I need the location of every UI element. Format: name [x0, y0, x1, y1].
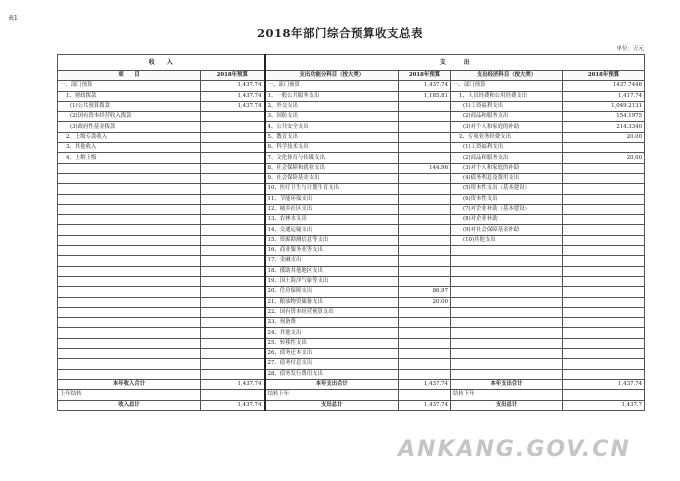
econ-value: [563, 318, 645, 328]
table-row: [58, 132, 645, 142]
year-total-row: [58, 379, 645, 389]
income-value: [201, 287, 265, 297]
func-value: [399, 235, 451, 245]
table-row: [58, 256, 645, 266]
func-value: [399, 328, 451, 338]
income-value: [201, 266, 265, 276]
income-item: [58, 246, 201, 256]
total-income-value: 1,437.74: [201, 400, 265, 410]
econ-item: (5)资本性支出（基本建设）: [451, 184, 563, 194]
income-value: [201, 359, 265, 369]
func-item: 25、转移性支出: [265, 338, 399, 348]
func-value: [399, 101, 451, 111]
income-item: [58, 297, 201, 307]
func-item: 11、节能环保支出: [265, 194, 399, 204]
table-row: [58, 235, 645, 245]
func-value: [399, 266, 451, 276]
carry-out-value-ec: [563, 390, 645, 400]
table-row: [58, 173, 645, 183]
econ-value: 1,049.2131: [563, 101, 645, 111]
table-row: [58, 297, 645, 307]
econ-item: [451, 328, 563, 338]
income-value: [201, 112, 265, 122]
func-value: [399, 194, 451, 204]
econ-value: [563, 287, 645, 297]
income-value: 1,437.74: [201, 101, 265, 111]
econ-item: 一、部门预算: [451, 81, 563, 91]
header-row-1: [58, 55, 645, 71]
carry-out-label-fn: 结转下年: [265, 390, 399, 400]
econ-item: (4)债务利息及费用支出: [451, 173, 563, 183]
func-item: 20、住房保障支出: [265, 287, 399, 297]
func-item: 23、预备费: [265, 318, 399, 328]
income-value: [201, 246, 265, 256]
income-value: [201, 235, 265, 245]
income-item: 一、部门预算: [58, 81, 201, 91]
table-row: [58, 81, 645, 91]
func-item: 10、医疗卫生与计划生育支出: [265, 184, 399, 194]
table-row: [58, 287, 645, 297]
econ-item: [451, 256, 563, 266]
func-item: 19、国土海洋气象等支出: [265, 276, 399, 286]
carry-out-value-fn: [399, 390, 451, 400]
income-item: (2)国有资本经营收入拨款: [58, 112, 201, 122]
econ-budget-header: 2018年预算: [563, 71, 645, 81]
func-value: [399, 338, 451, 348]
income-item: [58, 235, 201, 245]
func-value: [399, 215, 451, 225]
income-value: [201, 369, 265, 379]
econ-item: (1)工资福利支出: [451, 143, 563, 153]
income-item: [58, 369, 201, 379]
econ-item: (2)商品和服务支出: [451, 153, 563, 163]
econ-value: [563, 184, 645, 194]
func-item: 5、教育支出: [265, 132, 399, 142]
income-item: [58, 204, 201, 214]
func-value: [399, 256, 451, 266]
econ-value: [563, 204, 645, 214]
table-row: [58, 215, 645, 225]
func-value: [399, 225, 451, 235]
income-header: 收 入: [58, 55, 265, 71]
table-row: [58, 204, 645, 214]
year-expense-value-fn: 1,437.74: [399, 379, 451, 389]
income-item: 4、上解上级: [58, 153, 201, 163]
func-value: 1,437.74: [399, 81, 451, 91]
func-item: 6、科学技术支出: [265, 143, 399, 153]
carry-in-label: 上年结转: [58, 390, 201, 400]
income-item: [58, 215, 201, 225]
econ-item: (6)资本性支出: [451, 194, 563, 204]
income-value: 1,437.74: [201, 91, 265, 101]
year-expense-label-ec: 本年支出合计: [451, 379, 563, 389]
econ-value: [563, 256, 645, 266]
func-value: 86.97: [399, 287, 451, 297]
func-item: 8、社会保障和就业支出: [265, 163, 399, 173]
func-value: [399, 132, 451, 142]
income-value: [201, 153, 265, 163]
econ-value: [563, 359, 645, 369]
income-item: 1、财政拨款: [58, 91, 201, 101]
econ-value: [563, 225, 645, 235]
header-row-2: [58, 71, 645, 81]
func-item: 一、部门预算: [265, 81, 399, 91]
econ-value: 214.3340: [563, 122, 645, 132]
total-expense-label: 支出总计: [265, 400, 399, 410]
income-value: [201, 184, 265, 194]
econ-value: [563, 307, 645, 317]
income-value: [201, 163, 265, 173]
table-row: [58, 122, 645, 132]
func-item: 16、商业服务业等支出: [265, 246, 399, 256]
func-item: 28、债务发行费用支出: [265, 369, 399, 379]
func-value: [399, 246, 451, 256]
table-row: [58, 276, 645, 286]
table-row: [58, 307, 645, 317]
func-item: 4、公共安全支出: [265, 122, 399, 132]
income-item: [58, 266, 201, 276]
income-value: [201, 225, 265, 235]
income-value: [201, 338, 265, 348]
econ-value: [563, 163, 645, 173]
econ-value: [563, 266, 645, 276]
income-value: [201, 256, 265, 266]
income-item: (1)公共预算拨款: [58, 101, 201, 111]
total-expense-value-fn: 1,437.74: [399, 400, 451, 410]
func-item: 21、粮油物资储备支出: [265, 297, 399, 307]
econ-value: [563, 349, 645, 359]
income-value: [201, 276, 265, 286]
func-value: [399, 184, 451, 194]
table-row: [58, 225, 645, 235]
table-row: [58, 91, 645, 101]
income-item: 2、上级专款收入: [58, 132, 201, 142]
table-row: [58, 349, 645, 359]
func-item: 24、其他支出: [265, 328, 399, 338]
income-value: [201, 173, 265, 183]
func-item: 27、债务付息支出: [265, 359, 399, 369]
income-item: [58, 225, 201, 235]
income-item: [58, 338, 201, 348]
func-value: [399, 359, 451, 369]
econ-item: [451, 349, 563, 359]
econ-value: [563, 328, 645, 338]
income-item: [58, 318, 201, 328]
grand-total-row: [58, 400, 645, 410]
econ-value: [563, 369, 645, 379]
func-value: [399, 112, 451, 122]
table-row: [58, 194, 645, 204]
func-item: 1、一般公共服务支出: [265, 91, 399, 101]
econ-item: 2、专项业务经费支出: [451, 132, 563, 142]
year-expense-label: 本年支出合计: [265, 379, 399, 389]
econ-value: [563, 194, 645, 204]
econ-item: [451, 266, 563, 276]
page-title: 2018年部门综合预算收支总表: [256, 26, 423, 40]
table-row: [58, 153, 645, 163]
item-header: 项 目: [58, 71, 201, 81]
econ-value: [563, 338, 645, 348]
income-value: [201, 328, 265, 338]
income-item: [58, 349, 201, 359]
func-item: 7、文化体育与传媒支出: [265, 153, 399, 163]
total-income-label: 收入总计: [58, 400, 201, 410]
total-expense-value-ec: 1,437.7: [563, 400, 645, 410]
func-value: [399, 204, 451, 214]
income-value: [201, 297, 265, 307]
func-budget-header: 2018年预算: [399, 71, 451, 81]
income-item: [58, 328, 201, 338]
econ-item: (3)对个人和家庭的补助: [451, 163, 563, 173]
table-row: [58, 143, 645, 153]
func-item: 2、外交支出: [265, 101, 399, 111]
income-item: [58, 359, 201, 369]
income-value: [201, 349, 265, 359]
func-class-header: 支出功能分科目（按大类）: [265, 71, 399, 81]
econ-item: [451, 297, 563, 307]
income-value: 1,437.74: [201, 81, 265, 91]
econ-value: [563, 246, 645, 256]
table-row: [58, 338, 645, 348]
econ-value: 154.1975: [563, 112, 645, 122]
econ-value: [563, 215, 645, 225]
table-row: [58, 184, 645, 194]
income-value: [201, 132, 265, 142]
income-item: [58, 163, 201, 173]
income-item: [58, 287, 201, 297]
func-item: 3、国防支出: [265, 112, 399, 122]
table-row: [58, 318, 645, 328]
func-item: 13、农林水支出: [265, 215, 399, 225]
func-value: [399, 276, 451, 286]
econ-item: [451, 318, 563, 328]
year-income-label: 本年收入合计: [58, 379, 201, 389]
table-row: [58, 328, 645, 338]
func-value: [399, 318, 451, 328]
econ-item: [451, 307, 563, 317]
econ-item: (8)对企业补助: [451, 215, 563, 225]
func-item: 18、援助其他地区支出: [265, 266, 399, 276]
carry-row: [58, 390, 645, 400]
func-item: 14、交通运输支出: [265, 225, 399, 235]
income-value: [201, 194, 265, 204]
func-item: 9、社会保险基金支出: [265, 173, 399, 183]
table-row: [58, 163, 645, 173]
econ-value: [563, 235, 645, 245]
table-row: [58, 266, 645, 276]
income-value: [201, 215, 265, 225]
income-budget-header: 2018年预算: [201, 71, 265, 81]
econ-item: (2)商品和服务支出: [451, 112, 563, 122]
func-value: [399, 173, 451, 183]
func-value: [399, 307, 451, 317]
income-value: [201, 122, 265, 132]
econ-item: [451, 369, 563, 379]
income-value: [201, 143, 265, 153]
func-value: [399, 143, 451, 153]
income-item: [58, 256, 201, 266]
income-item: [58, 173, 201, 183]
econ-value: 1,417.74: [563, 91, 645, 101]
table-row: [58, 369, 645, 379]
func-item: 26、债务还本支出: [265, 349, 399, 359]
econ-item: [451, 359, 563, 369]
expense-header: 支 出: [265, 55, 645, 71]
income-value: [201, 307, 265, 317]
func-value: 1,185.81: [399, 91, 451, 101]
table-row: [58, 112, 645, 122]
carry-out-label-ec: 结转下年: [451, 390, 563, 400]
income-item: (3)政府性基金拨款: [58, 122, 201, 132]
income-value: [201, 204, 265, 214]
econ-item: [451, 338, 563, 348]
func-item: 12、城乡社区支出: [265, 204, 399, 214]
income-item: [58, 194, 201, 204]
econ-item: [451, 246, 563, 256]
table-row: [58, 359, 645, 369]
income-value: [201, 318, 265, 328]
econ-value: 1437.7446: [563, 81, 645, 91]
econ-item: [451, 276, 563, 286]
year-expense-value-ec: 1,437.74: [563, 379, 645, 389]
econ-item: 1、人员经费和公用经费支出: [451, 91, 563, 101]
econ-value: [563, 143, 645, 153]
econ-value: 20.00: [563, 153, 645, 163]
table-row: [58, 246, 645, 256]
econ-value: [563, 173, 645, 183]
carry-in-value: [201, 390, 265, 400]
func-value: [399, 369, 451, 379]
budget-table: [57, 54, 645, 411]
income-item: [58, 276, 201, 286]
econ-value: [563, 276, 645, 286]
total-expense-label-ec: 支出总计: [451, 400, 563, 410]
func-value: [399, 122, 451, 132]
func-value: [399, 153, 451, 163]
econ-item: (10)其他支出: [451, 235, 563, 245]
func-value: [399, 349, 451, 359]
income-item: 3、其他收入: [58, 143, 201, 153]
table-tag: 表1: [8, 15, 18, 22]
table-row: [58, 101, 645, 111]
econ-item: (7)对企业补助（基本建设）: [451, 204, 563, 214]
income-item: [58, 184, 201, 194]
econ-item: (1)工资福利支出: [451, 101, 563, 111]
econ-class-header: 支出经济科目（按大类）: [451, 71, 563, 81]
unit-label: 单位：万元: [616, 46, 644, 52]
econ-item: [451, 287, 563, 297]
econ-value: 20.00: [563, 132, 645, 142]
income-item: [58, 307, 201, 317]
year-income-value: 1,437.74: [201, 379, 265, 389]
func-value: 20.00: [399, 297, 451, 307]
watermark: ANKANG.GOV.CN: [398, 437, 631, 462]
econ-item: (3)对个人和家庭的补助: [451, 122, 563, 132]
func-value: 144.96: [399, 163, 451, 173]
econ-value: [563, 297, 645, 307]
func-item: 17、金融支出: [265, 256, 399, 266]
econ-item: (9)对社会保障基金补助: [451, 225, 563, 235]
func-item: 15、资源勘测信息等支出: [265, 235, 399, 245]
func-item: 22、国有资本经营预算支出: [265, 307, 399, 317]
